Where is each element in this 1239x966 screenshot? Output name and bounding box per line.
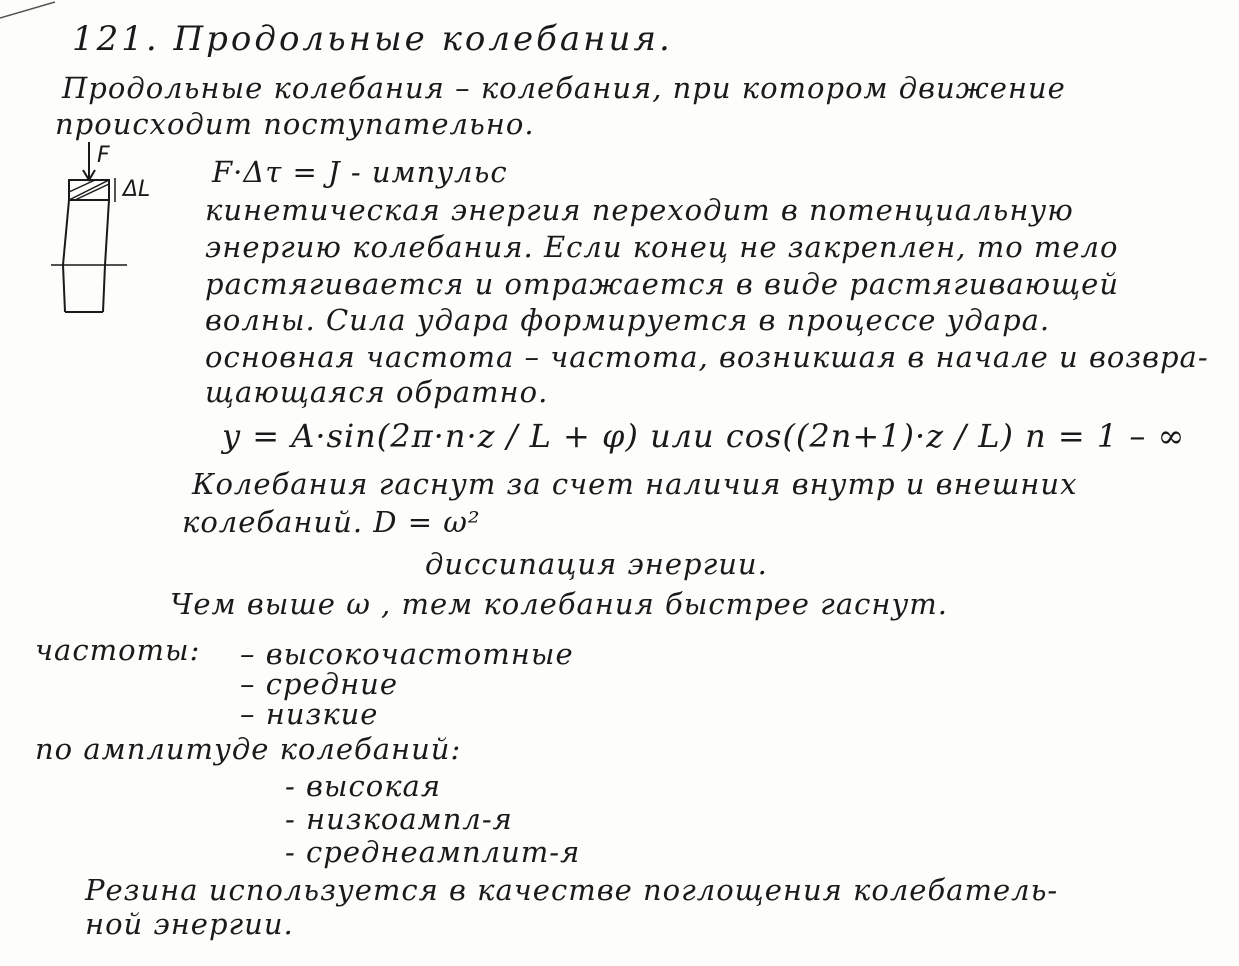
definition-line-1: Продольные колебания – колебания, при котором движение (62, 71, 1066, 105)
paragraph-line-6: щающаяся обратно. (205, 375, 549, 409)
amplitude-item-high: - высокая (285, 769, 442, 803)
paragraph-line-2: энергию колебания. Если конец не закреплен, то тело (205, 230, 1119, 264)
frequency-item-medium: – средние (240, 667, 399, 701)
damping-line-2: колебаний. D = ω² (182, 505, 481, 539)
rod-sketch (45, 140, 175, 320)
dissipation-line: диссипация энергии. (425, 547, 768, 581)
footer-line-1: Резина используется в качестве поглощения колебатель- (85, 873, 1059, 907)
pen-stroke-mark (0, 0, 60, 20)
footer-line-2: ной энергии. (85, 907, 294, 941)
amplitude-item-medium: - среднеамплит-я (285, 835, 581, 869)
frequencies-label: частоты: (35, 633, 201, 667)
conclusion-line: Чем выше ω , тем колебания быстрее гаснут. (170, 587, 949, 621)
wave-formula: y = A·sin(2π·n·z / L + φ) или cos((2n+1)·z / L) n = 1 – ∞ (222, 417, 1186, 455)
frequency-item-high: – высокочастотные (240, 637, 574, 671)
amplitude-label: по амплитуде колебаний: (35, 732, 462, 766)
frequency-item-low: – низкие (240, 697, 379, 731)
paragraph-line-1: кинетическая энергия переходит в потенциальную (205, 193, 1074, 227)
amplitude-item-low: - низкоампл-я (285, 802, 513, 836)
page-title: 121. Продольные колебания. (72, 19, 673, 59)
damping-line-1: Колебания гаснут за счет наличия внутр и внешних (192, 467, 1078, 501)
delta-length-label: ΔL (123, 177, 151, 202)
paragraph-line-5: основная частота – частота, возникшая в начале и возвра- (205, 340, 1209, 374)
definition-line-2: происходит поступательно. (55, 107, 535, 141)
impulse-line: F·Δτ = J - импульс (212, 155, 508, 189)
paragraph-line-4: волны. Сила удара формируется в процессе удара. (205, 303, 1051, 337)
force-label: F (97, 143, 110, 168)
paragraph-line-3: растягивается и отражается в виде растягивающей (205, 267, 1120, 301)
